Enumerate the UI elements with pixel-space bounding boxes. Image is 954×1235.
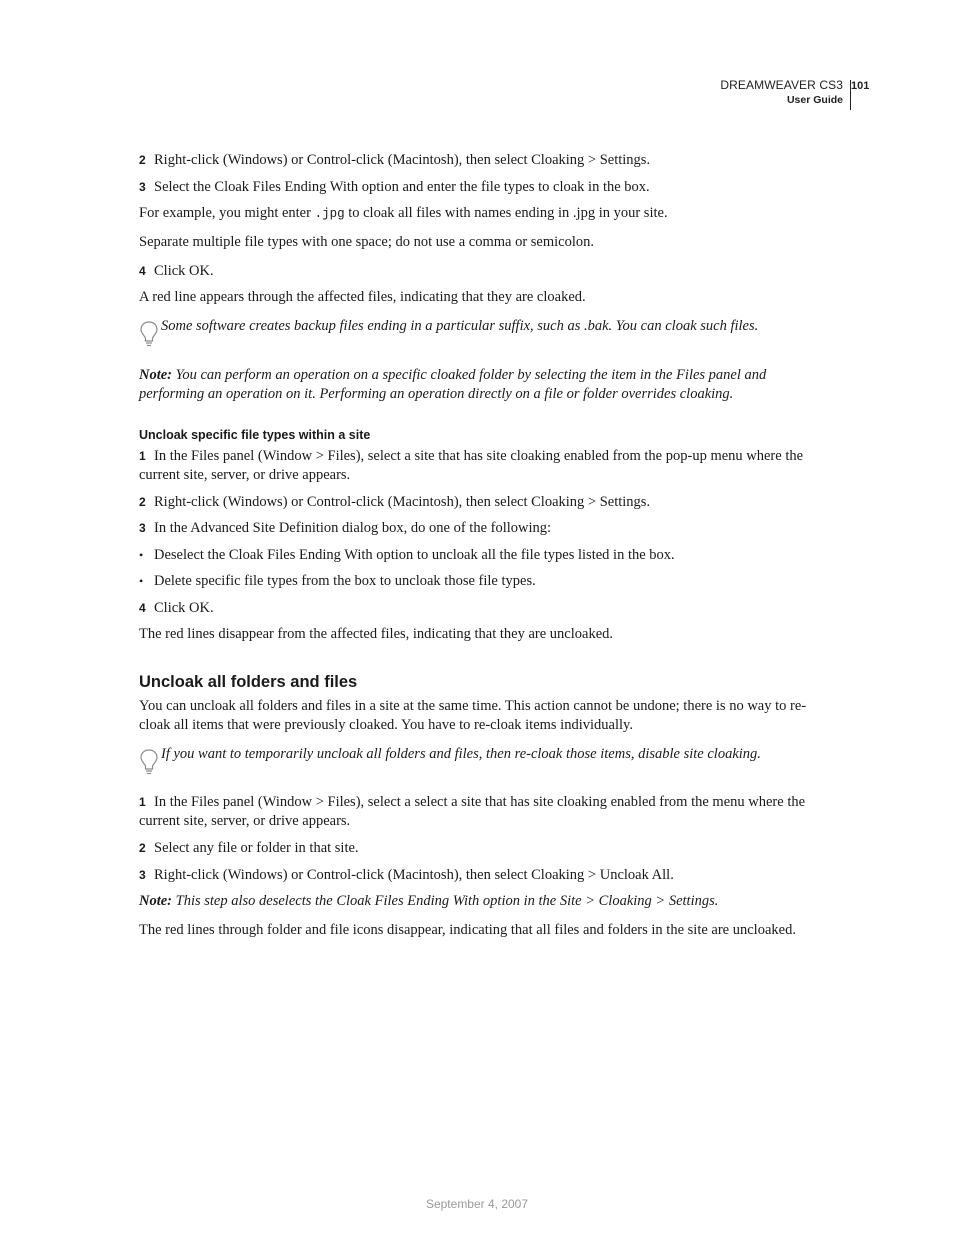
- footer-date: September 4, 2007: [425, 1197, 529, 1211]
- step-text: Click OK.: [154, 600, 214, 616]
- section-heading: Uncloak specific file types within a site: [139, 428, 371, 442]
- step-text: Select any file or folder in that site.: [154, 840, 359, 856]
- tip-text: Some software creates backup files ending in a particular suffix, such as .bak. You can cloak such files.: [161, 318, 759, 334]
- step-number: 1: [139, 449, 146, 463]
- step-number: 4: [139, 264, 146, 278]
- step-number: 2: [139, 495, 146, 509]
- step-2: [139, 151, 815, 170]
- intro-paragraph: You can uncloak all folders and files in a site at the same time. This action cannot be undone; there is no way to re-cloak all items that were previously cloaked. You have to re-cloak items individually.: [139, 698, 807, 733]
- step-text: Click OK.: [154, 263, 214, 279]
- step-4: [139, 599, 815, 618]
- step-3: [139, 866, 815, 885]
- bullet-item: • Deselect the Cloak Files Ending With option to uncloak all the file types listed in the box.: [139, 547, 675, 563]
- tip-text: If you want to temporarily uncloak all folders and files, then re-cloak those items, disable site cloaking.: [161, 746, 761, 762]
- step-text: In the Files panel (Window > Files), select a site that has site cloaking enabled from the pop-up menu where the current site, server, or drive appears.: [139, 448, 804, 483]
- lightbulb-icon: [139, 320, 159, 348]
- guide-name: User Guide: [786, 94, 843, 106]
- step-text: Right-click (Windows) or Control-click (Macintosh), then select Cloaking > Settings.: [154, 494, 651, 510]
- product-name: DREAMWEAVER CS3: [720, 78, 843, 92]
- section-title: Uncloak all folders and files: [139, 673, 358, 691]
- step-text: Right-click (Windows) or Control-click (Macintosh), then select Cloaking > Uncloak All.: [154, 867, 674, 883]
- step-text: In the Files panel (Window > Files), select a select a site that has site cloaking enabled from the menu where the current site, server, or drive appears.: [139, 794, 806, 829]
- bullet-icon: •: [139, 548, 144, 562]
- bullet-icon: •: [139, 574, 144, 588]
- separate-paragraph: Separate multiple file types with one space; do not use a comma or semicolon.: [139, 234, 595, 250]
- step-number: 2: [139, 153, 146, 167]
- step-text: Select the Cloak Files Ending With option and enter the file types to cloak in the box.: [154, 179, 650, 195]
- step-number: 2: [139, 841, 146, 855]
- page-header: [720, 78, 843, 106]
- code-sample: .jpg: [314, 207, 345, 221]
- step-2: [139, 493, 815, 512]
- step-number: 3: [139, 868, 146, 882]
- step-2: [139, 839, 815, 858]
- step-text: Right-click (Windows) or Control-click (Macintosh), then select Cloaking > Settings.: [154, 152, 651, 168]
- step-number: 4: [139, 601, 146, 615]
- step-3: [139, 519, 815, 538]
- step-1: [139, 793, 815, 831]
- step-number: 3: [139, 180, 146, 194]
- step-3: [139, 178, 815, 197]
- lightbulb-icon: [139, 748, 159, 776]
- result-paragraph: A red line appears through the affected files, indicating that they are cloaked.: [139, 289, 586, 305]
- result-paragraph: The red lines through folder and file icons disappear, indicating that all files and folders in the site are uncloaked.: [139, 922, 796, 938]
- page-number: 101: [851, 80, 870, 92]
- note-label: Note:: [139, 893, 173, 909]
- step-4: [139, 262, 815, 281]
- result-paragraph: The red lines disappear from the affected files, indicating that they are uncloaked.: [139, 626, 614, 642]
- bullet-item: • Delete specific file types from the box to uncloak those file types.: [139, 573, 536, 589]
- step-text: In the Advanced Site Definition dialog box, do one of the following:: [154, 520, 552, 536]
- step-number: 3: [139, 521, 146, 535]
- note-label: Note:: [139, 367, 173, 383]
- note: [139, 366, 815, 404]
- note: [139, 892, 815, 911]
- step-1: [139, 447, 815, 485]
- step-number: 1: [139, 795, 146, 809]
- example-paragraph: For example, you might enter .jpg to cloak all files with names ending in .jpg in your site.: [139, 205, 668, 221]
- note-text: You can perform an operation on a specific cloaked folder by selecting the item in the Files panel and performing an operation on it. Performing an operation directly on a file or folder overrides cloaking.: [139, 367, 767, 402]
- note-text: This step also deselects the Cloak Files Ending With option in the Site > Cloaking > Settings.: [172, 893, 719, 909]
